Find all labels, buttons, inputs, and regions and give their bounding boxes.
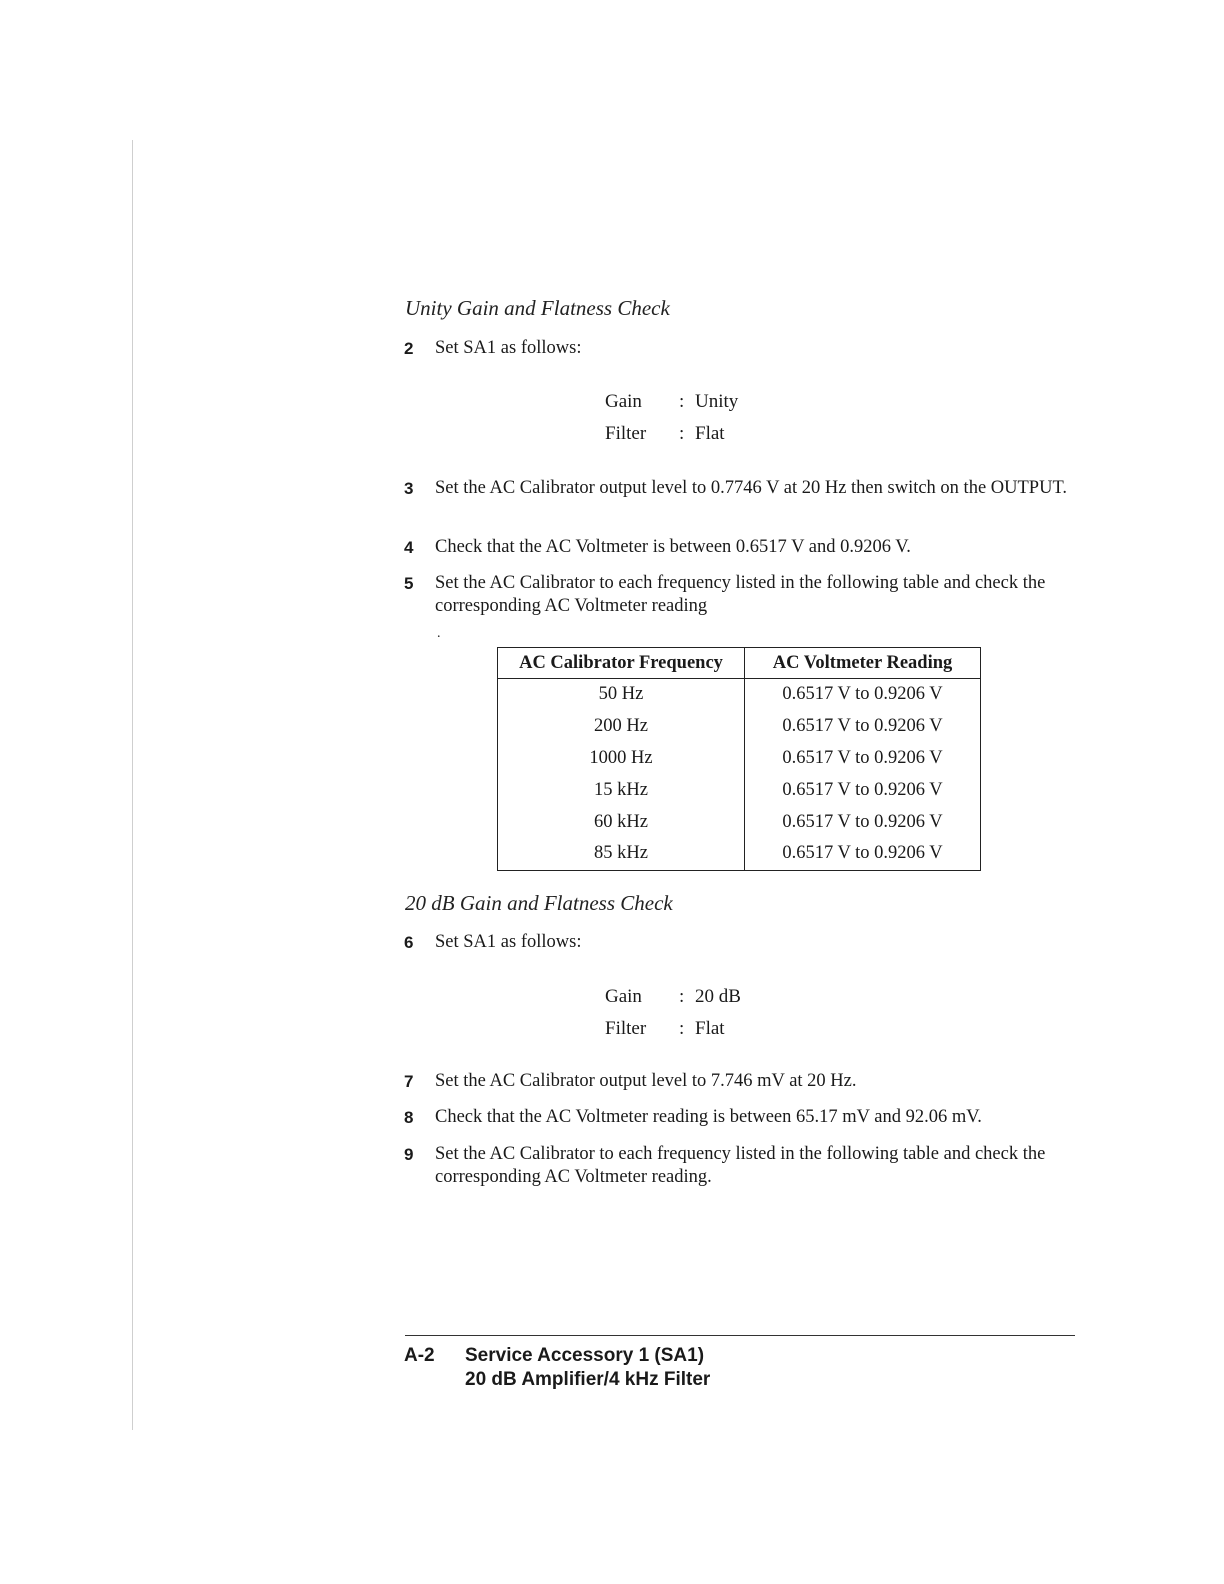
step-number: 4 <box>404 538 414 557</box>
table-row <box>498 679 981 711</box>
table-row <box>498 743 981 775</box>
section-title-unity-gain: Unity Gain and Flatness Check <box>405 296 670 320</box>
table-cell: 50 Hz <box>498 679 745 711</box>
footer-title-line1: Service Accessory 1 (SA1) <box>465 1345 705 1366</box>
setting-colon: : <box>679 423 685 444</box>
table-cell: 15 kHz <box>498 774 745 806</box>
table-row <box>498 711 981 743</box>
step-4 <box>404 536 1074 559</box>
frequency-readings-table <box>497 647 981 871</box>
step-number: 5 <box>404 574 414 593</box>
setting-label: Gain <box>605 391 642 412</box>
setting-filter <box>605 1017 725 1041</box>
table-cell: 0.6517 V to 0.9206 V <box>745 743 981 775</box>
table-row <box>498 806 981 838</box>
setting-label: Gain <box>605 986 642 1007</box>
table-cell: 1000 Hz <box>498 743 745 775</box>
step-text: Check that the AC Voltmeter reading is between 65.17 mV and 92.06 mV. <box>435 1107 982 1127</box>
step-text: Check that the AC Voltmeter is between 0.6517 V and 0.9206 V. <box>435 537 911 557</box>
table-cell: 60 kHz <box>498 806 745 838</box>
table-cell: 0.6517 V to 0.9206 V <box>745 838 981 870</box>
footer-divider <box>405 1335 1075 1336</box>
setting-value: 20 dB <box>695 986 741 1007</box>
footer-title <box>465 1344 710 1392</box>
step-2 <box>404 337 1074 360</box>
step-3 <box>404 477 1074 500</box>
setting-label: Filter <box>605 423 647 444</box>
step-text: Set the AC Calibrator output level to 0.7746 V at 20 Hz then switch on the OUTPUT. <box>435 478 1068 498</box>
footer-title-line2: 20 dB Amplifier/4 kHz Filter <box>465 1369 711 1390</box>
setting-colon: : <box>679 391 685 412</box>
setting-gain <box>605 390 738 414</box>
setting-value: Flat <box>695 1018 725 1039</box>
step-text: Set the AC Calibrator to each frequency listed in the following table and check the corresponding AC Voltmeter reading <box>435 573 1046 616</box>
setting-value: Unity <box>695 391 739 412</box>
step-number: 6 <box>404 933 414 952</box>
step-5 <box>404 572 1074 618</box>
step-text: Set SA1 as follows: <box>435 338 582 358</box>
step-number: 7 <box>404 1072 414 1091</box>
step-number: 3 <box>404 479 414 498</box>
column-header: AC Voltmeter Reading <box>745 648 981 679</box>
setting-filter <box>605 422 725 446</box>
table-cell: 0.6517 V to 0.9206 V <box>745 774 981 806</box>
setting-colon: : <box>679 986 685 1007</box>
stray-mark: . <box>437 626 441 641</box>
table-cell: 85 kHz <box>498 838 745 870</box>
table-cell: 0.6517 V to 0.9206 V <box>745 806 981 838</box>
table-cell: 200 Hz <box>498 711 745 743</box>
step-text: Set SA1 as follows: <box>435 932 582 952</box>
setting-colon: : <box>679 1018 685 1039</box>
page-number: A-2 <box>404 1345 435 1366</box>
step-9 <box>404 1143 1074 1189</box>
table-row <box>498 774 981 806</box>
binding-edge-line <box>132 140 133 1430</box>
table-header-row <box>498 648 981 679</box>
step-text: Set the AC Calibrator output level to 7.746 mV at 20 Hz. <box>435 1071 857 1091</box>
step-number: 9 <box>404 1145 414 1164</box>
step-7 <box>404 1070 1074 1093</box>
step-number: 2 <box>404 339 414 358</box>
step-8 <box>404 1106 1074 1129</box>
setting-label: Filter <box>605 1018 647 1039</box>
step-number: 8 <box>404 1108 414 1127</box>
step-6 <box>404 931 1074 954</box>
setting-gain <box>605 985 741 1009</box>
table-cell: 0.6517 V to 0.9206 V <box>745 679 981 711</box>
table-row <box>498 838 981 870</box>
column-header: AC Calibrator Frequency <box>498 648 745 679</box>
setting-value: Flat <box>695 423 725 444</box>
step-text: Set the AC Calibrator to each frequency listed in the following table and check the corresponding AC Voltmeter reading. <box>435 1144 1046 1187</box>
section-title-20db-gain: 20 dB Gain and Flatness Check <box>405 891 673 915</box>
table-cell: 0.6517 V to 0.9206 V <box>745 711 981 743</box>
